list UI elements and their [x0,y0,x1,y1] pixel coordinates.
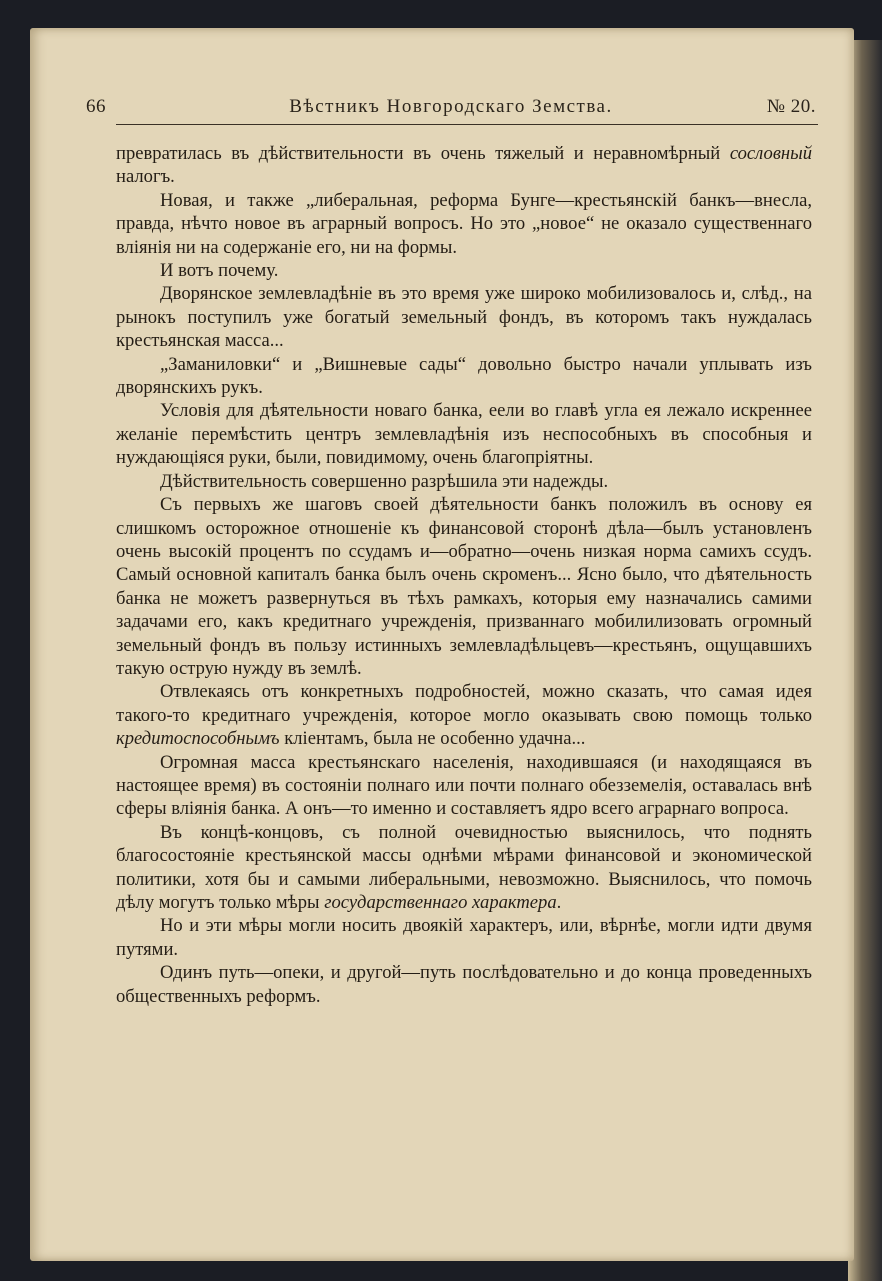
paragraph: Отвлекаясь отъ конкретныхъ подробностей, можно сказать, что самая идея такого-то кредитнаго учрежденія, которое могло оказывать свою помощь только кредитоспособнымъ кліентамъ, была не особенно удачна... [116,681,812,750]
page-number: 66 [86,96,106,117]
paragraph: Условія для дѣятельности новаго банка, еели во главѣ угла ея лежало искреннее желаніе перемѣстить центръ землевладѣнія изъ неспособныхъ въ способныя и нуждающіяся руки, были, повидимому, очень благопріятны. [116,400,812,469]
paragraph: „Заманиловки“ и „Вишневые сады“ довольно быстро начали уплывать изъ дворянскихъ рукъ. [116,353,812,399]
paragraph: превратилась въ дѣйствительности въ очень тяжелый и неравномѣрный сословный налогъ. [116,143,812,188]
italic-phrase: сословный [729,143,812,164]
paragraph: Дворянское землевладѣніе въ это время уже широко мобилизовалось и, слѣд., на рынокъ поступилъ уже богатый земельный фондъ, въ которомъ такъ нуждалась крестьянская масса... [116,283,812,352]
journal-title: Вѣстникъ Новгородскаго Земства. [289,96,613,117]
paragraph: И вотъ почему. [160,260,279,282]
paragraph: Въ концѣ-концовъ, съ полной очевидностью выяснилось, что поднять благосостояніе крестьянской массы однѣми мѣрами финансовой и экономической политики, хотя бы и самыми либеральными, невозможно. Выяснилось, что помочь дѣлу могутъ только мѣры государственнаго характера. [116,821,812,913]
issue-number: № 20. [766,96,816,117]
paragraph: Съ первыхъ же шаговъ своей дѣятельности банкъ положилъ въ основу ея слишкомъ осторожное отношеніе къ финансовой сторонѣ дѣла—былъ установленъ очень высокій процентъ по ссудамъ и—обратно—очень низкая норма самихъ ссудъ. Самый основной капиталъ банка былъ очень скроменъ... Ясно было, что дѣятельность банка не можетъ развернуться въ тѣхъ рамкахъ, которыя ему назначались самими задачами его, какъ кредитнаго учрежденія, призваннаго мобилилизовать огромный земельный фондъ въ пользу истинныхъ землевладѣльцевъ—крестьянъ, ощущавшихъ такую острую нужду въ землѣ. [116,494,812,679]
paragraph: Новая, и также „либеральная, реформа Бунге—крестьянскій банкъ—внесла, правда, нѣчто новое въ аграрный вопросъ. Но это „новое“ не оказало существеннаго вліянія ни на содержаніе его, ни на формы. [116,189,812,258]
paragraph: Огромная масса крестьянскаго населенія, находившаяся (и находящаяся въ настоящее время) въ состояніи полнаго или почти полнаго обезземелія, оставалась внѣ сферы вліянія банка. А онъ—то именно и составляетъ ядро всего аграрнаго вопроса. [116,751,812,820]
paragraph: Дѣйствительность совершенно разрѣшила эти надежды. [160,470,609,492]
italic-phrase: кредитоспособнымъ [116,728,280,750]
italic-phrase: государственнаго характера [324,892,557,913]
body-text [116,142,812,1008]
paragraph: Но и эти мѣры могли носить двоякій характеръ, или, вѣрнѣе, могли идти двумя путями. [116,915,812,960]
paragraph: Одинъ путь—опеки, и другой—путь послѣдовательно и до конца проведенныхъ общественныхъ реформъ. [116,962,812,1007]
header-rule [116,124,818,125]
running-header [86,96,816,126]
